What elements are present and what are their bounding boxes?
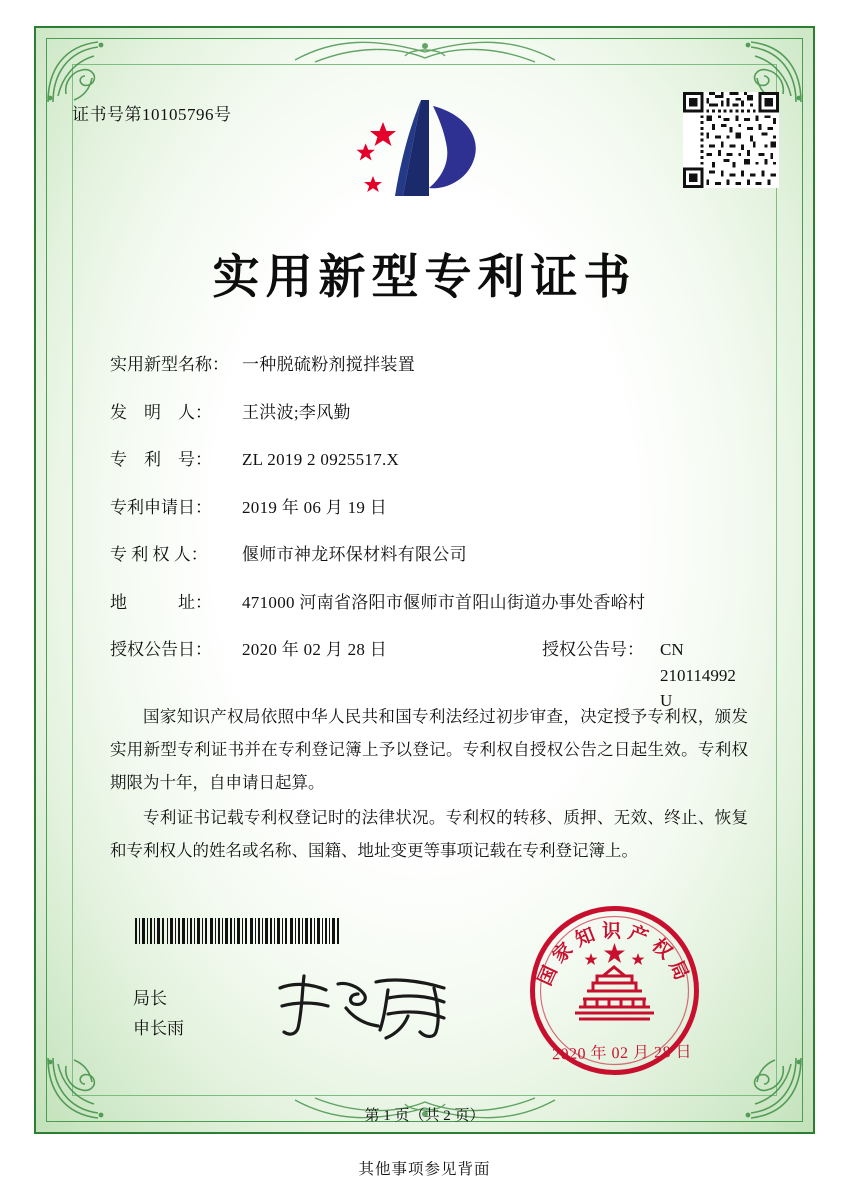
legal-paragraph: 国家知识产权局依照中华人民共和国专利法经过初步审查，决定授予专利权，颁发实用新型专利证书并在专利登记簿上予以登记。专利权自授权公告之日起生效。专利权期限为十年，自申请日起算。 xyxy=(110,707,748,792)
field-row-patentee xyxy=(110,542,750,568)
barcode-icon xyxy=(135,918,340,944)
svg-text:国家知识产权局: 国家知识产权局 xyxy=(533,920,696,989)
field-label: 专 利 权 人： xyxy=(110,545,208,564)
edge-ornament-icon xyxy=(275,34,575,68)
field-value: 偃师市神龙环保材料有限公司 xyxy=(242,545,467,564)
corner-ornament-icon xyxy=(44,36,130,106)
field-value: ZL 2019 2 0925517.X xyxy=(242,450,400,469)
commissioner-name: 申长雨 xyxy=(133,1018,184,1038)
field-value: 一种脱硫粉剂搅拌装置 xyxy=(242,355,415,374)
cnipa-logo-icon xyxy=(337,92,495,210)
field-value-secondary: CN 210114992 U xyxy=(660,640,736,710)
field-row-inventor xyxy=(110,400,750,426)
field-row-patent-number xyxy=(110,447,750,473)
field-label: 地 址： xyxy=(110,592,212,612)
field-value: 2020 年 02 月 28 日 xyxy=(242,640,388,659)
legal-paragraph: 专利证书记载专利权登记时的法律状况。专利权的转移、质押、无效、终止、恢复和专利权人的姓名或名称、国籍、地址变更等事项记载在专利登记簿上。 xyxy=(110,808,748,860)
fields-block xyxy=(110,352,750,736)
field-value: 2019 年 06 月 19 日 xyxy=(242,497,388,517)
field-label: 实用新型名称： xyxy=(110,355,229,374)
field-value: 王洪波;李风勤 xyxy=(242,402,351,422)
page-number: 第 1 页（共 2 页） xyxy=(364,1108,485,1124)
qr-code-icon xyxy=(683,92,779,188)
signature-block xyxy=(133,984,184,1044)
commissioner-title: 局长 xyxy=(133,989,167,1008)
field-label: 专 利 号： xyxy=(110,450,212,469)
seal-date: 2020 年 02 月 28 日 xyxy=(551,1043,693,1064)
field-label: 发 明 人： xyxy=(110,402,212,422)
field-value: 471000 河南省洛阳市偃师市首阳山街道办事处香峪村 xyxy=(242,592,646,612)
field-row-application-date xyxy=(110,495,750,521)
legal-text-block xyxy=(110,700,748,869)
handwritten-signature-icon xyxy=(268,968,468,1040)
certificate-number: 证书号第10105796号 xyxy=(72,105,232,124)
field-row-address xyxy=(110,590,750,616)
field-label: 授权公告日： xyxy=(110,640,212,659)
field-label: 专利申请日： xyxy=(110,497,212,517)
field-row-utility-model-name xyxy=(110,352,750,378)
back-side-note: 其他事项参见背面 xyxy=(358,1161,491,1178)
page-title: 实用新型专利证书 xyxy=(212,250,637,305)
field-label-secondary: 授权公告号： xyxy=(542,640,644,659)
